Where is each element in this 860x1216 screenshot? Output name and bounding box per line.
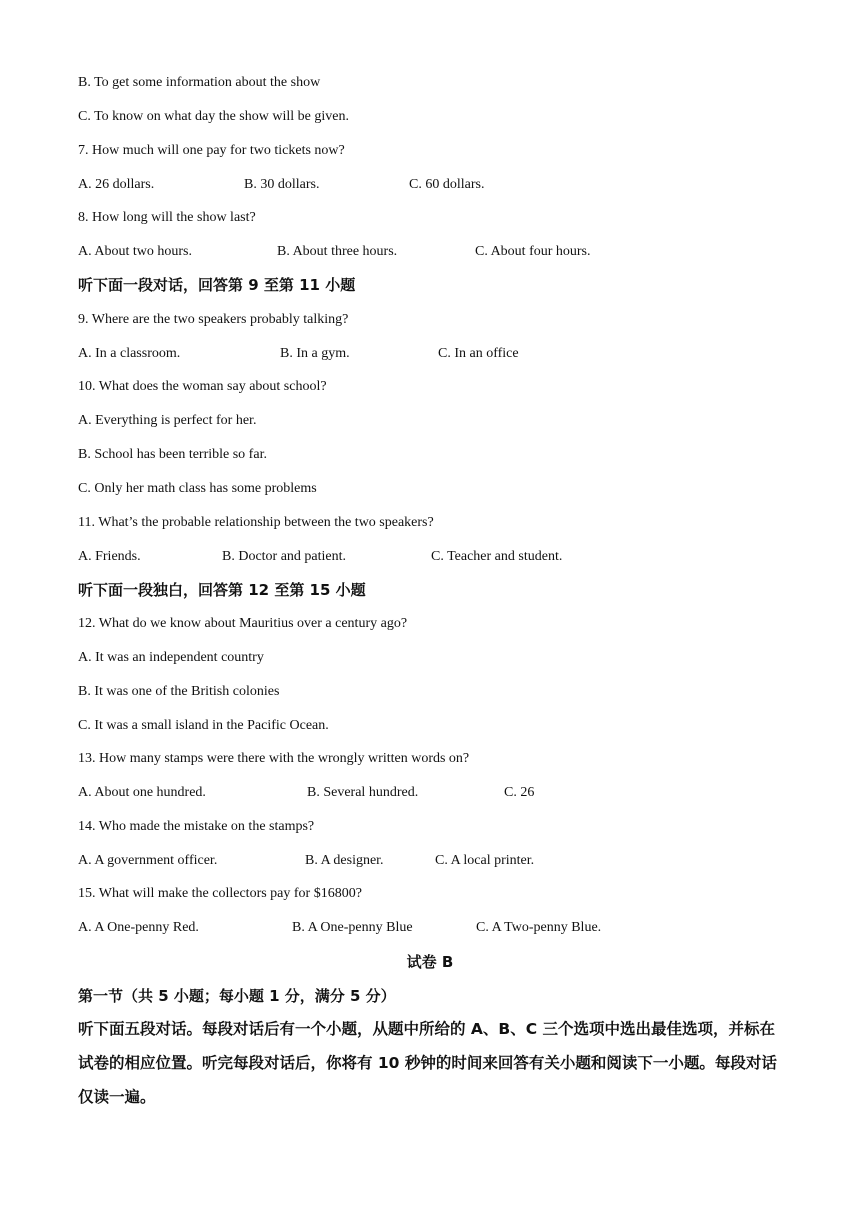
q7-option-b: B. 30 dollars. [244,177,320,192]
q14-option-b: B. A designer. [305,853,384,868]
q12-option-b: B. It was one of the British colonies [78,684,280,699]
q11-option-b: B. Doctor and patient. [222,549,347,564]
q6-option-c: C. To know on what day the show will be given. [78,109,349,124]
q8-option-b: B. About three hours. [277,244,398,259]
q7-option-c: C. 60 dollars. [409,177,485,192]
q12-option-c: C. It was a small island in the Pacific Ocean. [78,718,329,733]
q9-option-b: B. In a gym. [280,346,350,361]
q6-option-b: B. To get some information about the show [78,75,321,90]
q10-option-b: B. School has been terrible so far. [78,447,267,462]
question-14: 14. Who made the mistake on the stamps? [78,819,315,834]
q12-option-a: A. It was an independent country [78,650,264,665]
q15-option-c: C. A Two-penny Blue. [476,920,602,935]
q13-option-b: B. Several hundred. [307,785,419,800]
question-12: 12. What do we know about Mauritius over a century ago? [78,616,408,631]
q14-option-a: A. A government officer. [78,853,218,868]
q7-option-a: A. 26 dollars. [78,177,155,192]
paper-b-title: 试卷 B [406,953,454,971]
q10-option-a: A. Everything is perfect for her. [78,413,257,428]
q15-option-b: B. A One-penny Blue [292,920,413,935]
section-1-heading: 第一节（共 5 小题；每小题 1 分，满分 5 分） [78,987,396,1005]
q15-option-a: A. A One-penny Red. [78,920,199,935]
question-8: 8. How long will the show last? [78,210,256,225]
question-10: 10. What does the woman say about school? [78,379,327,394]
question-15: 15. What will make the collectors pay for $16800? [78,886,362,901]
q9-option-c: C. In an office [438,346,519,361]
section-heading-9-11: 听下面一段对话，回答第 9 至第 11 小题 [78,276,356,294]
question-13: 13. How many stamps were there with the wrongly written words on? [78,751,470,766]
q11-option-a: A. Friends. [78,549,141,564]
q13-option-a: A. About one hundred. [78,785,206,800]
q9-option-a: A. In a classroom. [78,346,181,361]
q10-option-c: C. Only her math class has some problems [78,481,317,496]
q13-option-c: C. 26 [504,785,535,800]
question-7: 7. How much will one pay for two tickets now? [78,143,345,158]
q11-option-c: C. Teacher and student. [431,549,563,564]
q8-option-a: A. About two hours. [78,244,192,259]
q8-option-c: C. About four hours. [475,244,591,259]
listening-instructions: 听下面五段对话。每段对话后有一个小题，从题中所给的 A、B、C 三个选项中选出最佳选项，并标在试卷的相应位置。听完每段对话后，你将有 10 秒钟的时间来回答有关小题和阅读下一小题。每段对话仅读一遍。 [78,1020,777,1106]
q14-option-c: C. A local printer. [435,853,535,868]
question-11: 11. What’s the probable relationship between the two speakers? [78,515,434,530]
section-heading-12-15: 听下面一段独白，回答第 12 至第 15 小题 [78,581,366,599]
question-9: 9. Where are the two speakers probably talking? [78,312,349,327]
